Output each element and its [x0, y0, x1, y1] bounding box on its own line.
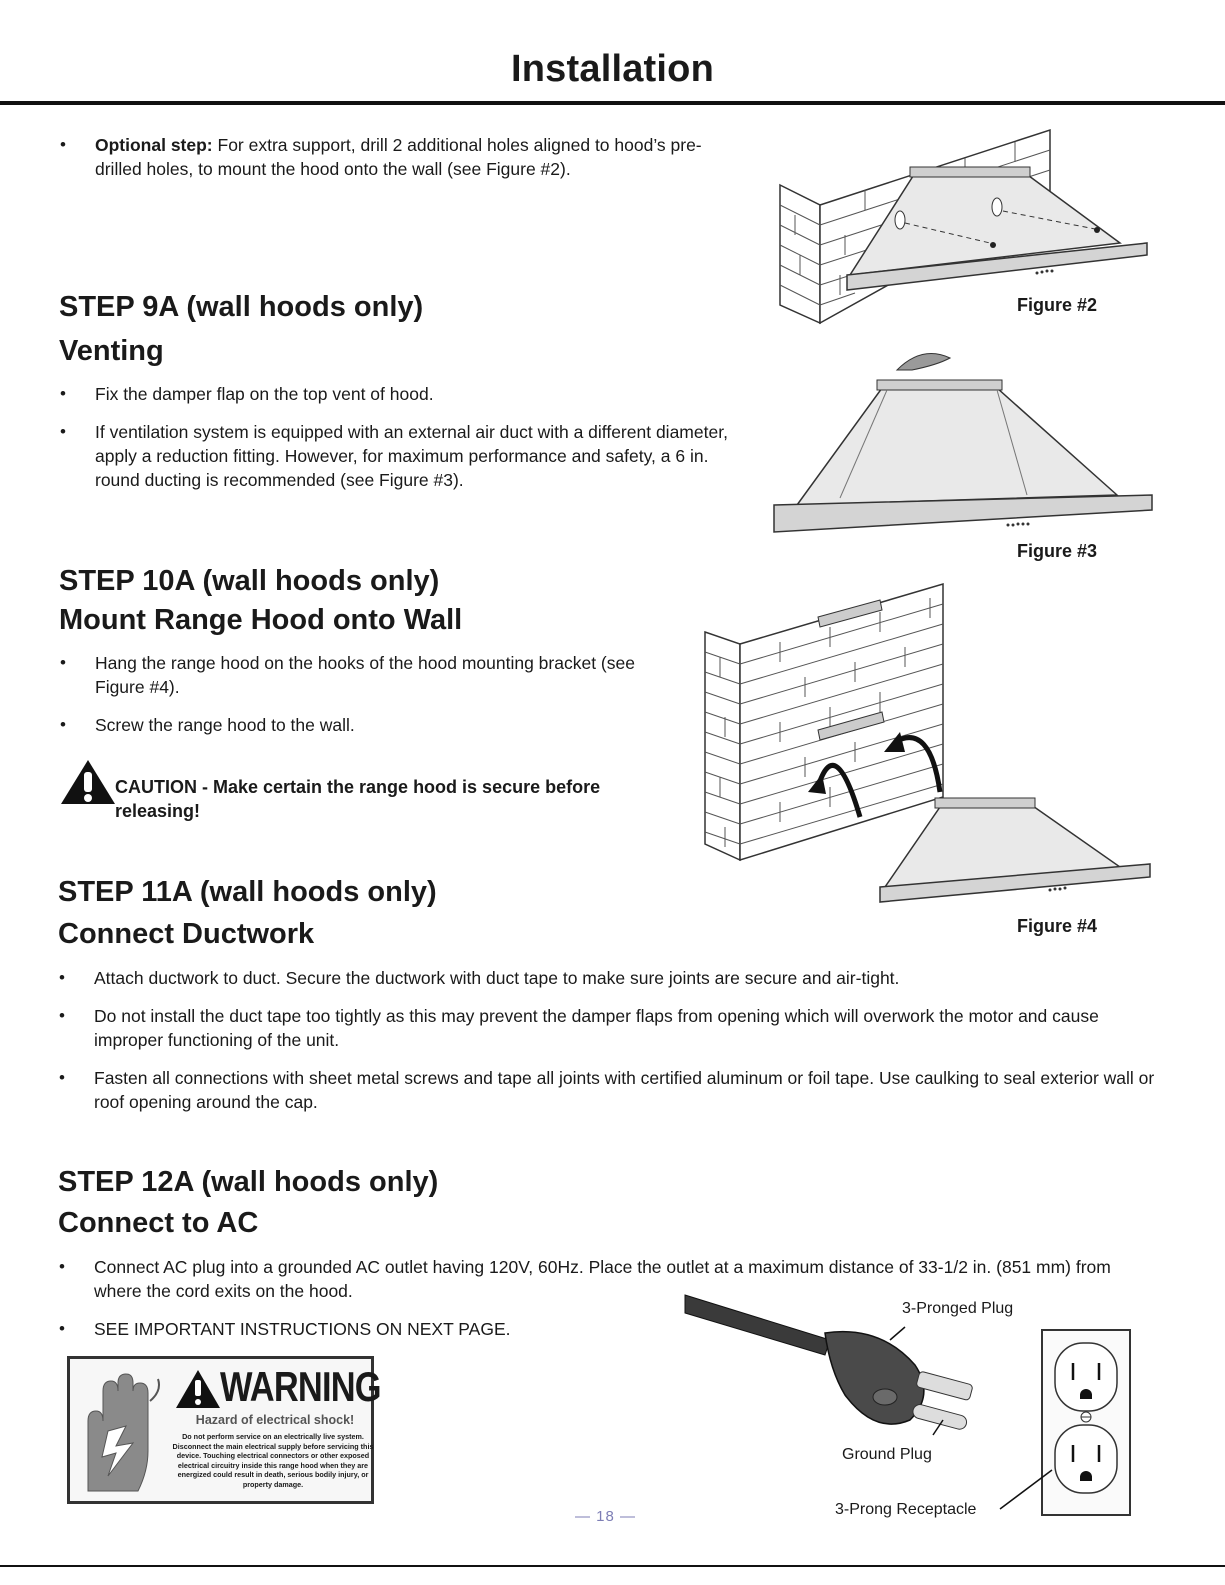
list-item [60, 651, 685, 699]
receptacle-label: 3-Prong Receptacle [835, 1501, 977, 1518]
bottom-divider [0, 1565, 1225, 1567]
step-9a-list [60, 382, 750, 506]
step-9a-subheading: Venting [59, 335, 164, 367]
list-item [59, 966, 1159, 990]
list-item [60, 713, 685, 737]
bullet-icon: • [59, 968, 65, 987]
bullet-icon: • [59, 1319, 65, 1338]
list-item-text: Fasten all connections with sheet metal screws and tape all joints with certified aluminum or foil tape. Use caulking to seal exterior wall or roof opening around the cap. [94, 1068, 1155, 1112]
step-11a-heading: STEP 11A (wall hoods only) [58, 876, 437, 908]
bullet-icon: • [60, 422, 66, 441]
figure-4-caption: Figure #4 [1017, 916, 1098, 936]
list-item [59, 1004, 1159, 1052]
list-item [60, 133, 720, 181]
warning-body: Do not perform service on an electrically live system. Disconnect the main electrical supply before servicing this device. Touching electrical connectors or other exposed electrical circuitry inside this range hood when they are energized could result in death, serious bodily injury, or property damage. [172, 1432, 374, 1489]
warning-subtitle: Hazard of electrical shock! [195, 1413, 355, 1427]
warning-triangle-icon [59, 758, 117, 806]
bullet-icon: • [60, 135, 66, 154]
optional-step-lead: Optional step: [95, 135, 213, 155]
plug-receptacle-illustration [680, 1285, 1140, 1525]
optional-step-text: For extra support, drill 2 additional holes aligned to hood’s pre-drilled holes, to mount the hood onto the wall (see Figure #2). [95, 135, 702, 179]
figure-4-illustration [700, 582, 1155, 922]
electric-hand-icon [78, 1371, 168, 1496]
figure-3-caption: Figure #3 [1017, 541, 1098, 561]
list-item-text: Connect AC plug into a grounded AC outlet having 120V, 60Hz. Place the outlet at a maximum distance of 33-1/2 in. (851 mm) from where the cord exits on the hood. [94, 1257, 1111, 1301]
step-10a-heading: STEP 10A (wall hoods only) [59, 565, 440, 597]
step-10a-list [60, 651, 685, 751]
optional-step-list [60, 133, 720, 195]
figure-2-illustration [775, 125, 1155, 325]
warning-triangle-icon [175, 1369, 221, 1409]
list-item-text: SEE IMPORTANT INSTRUCTIONS ON NEXT PAGE. [94, 1319, 511, 1339]
step-12a-heading: STEP 12A (wall hoods only) [58, 1166, 439, 1198]
step-11a-subheading: Connect Ductwork [58, 918, 315, 950]
electrical-warning-label [67, 1356, 381, 1504]
figure-3-illustration [772, 340, 1157, 555]
list-item [60, 420, 750, 492]
plug-label: 3-Pronged Plug [902, 1300, 1014, 1317]
list-item-text: If ventilation system is equipped with an external air duct with a different diameter, apply a reduction fitting. However, for maximum performance and safety, a 6 in. round ducting is recommended (see Figure #3). [95, 422, 728, 490]
page-title: Installation [511, 48, 714, 90]
list-item-text: Hang the range hood on the hooks of the hood mounting bracket (see Figure #4). [95, 653, 635, 697]
bullet-icon: • [59, 1006, 65, 1025]
ground-plug-label: Ground Plug [842, 1446, 932, 1463]
list-item-text: Screw the range hood to the wall. [95, 715, 355, 735]
step-9a-heading: STEP 9A (wall hoods only) [59, 291, 424, 323]
list-item-text: Attach ductwork to duct. Secure the ductwork with duct tape to make sure joints are secure and air-tight. [94, 968, 900, 988]
bullet-icon: • [60, 715, 66, 734]
bullet-icon: • [59, 1257, 65, 1276]
list-item [60, 382, 750, 406]
page-number: — 18 — [575, 1508, 637, 1525]
step-12a-subheading: Connect to AC [58, 1207, 259, 1239]
list-item-text: Do not install the duct tape too tightly as this may prevent the damper flaps from opening which will overwork the motor and cause improper functioning of the unit. [94, 1006, 1099, 1050]
bullet-icon: • [59, 1068, 65, 1087]
step-11a-list [59, 966, 1159, 1128]
warning-title: WARNING [220, 1363, 381, 1410]
figure-2-caption: Figure #2 [1017, 295, 1098, 315]
list-item-text: Fix the damper flap on the top vent of hood. [95, 384, 434, 404]
bullet-icon: • [60, 653, 66, 672]
list-item [59, 1066, 1159, 1114]
step-10a-subheading: Mount Range Hood onto Wall [59, 604, 463, 636]
title-divider [0, 101, 1225, 105]
bullet-icon: • [60, 384, 66, 403]
caution-text: CAUTION - Make certain the range hood is secure before releasing! [115, 777, 601, 821]
